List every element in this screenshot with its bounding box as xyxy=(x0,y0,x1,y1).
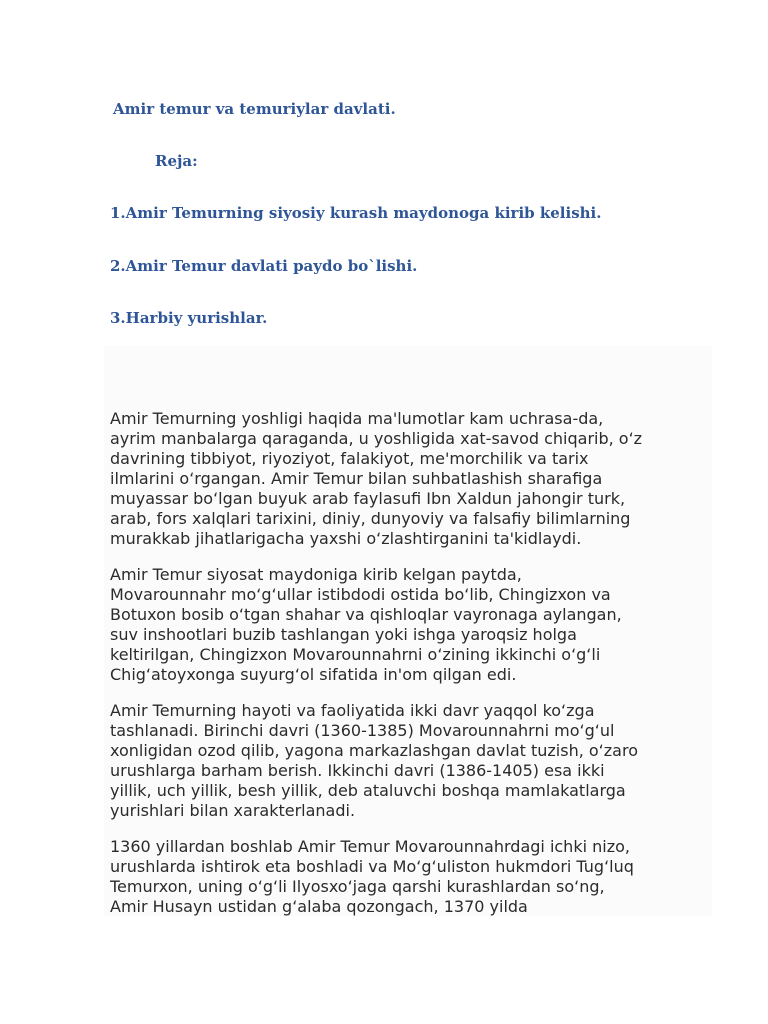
plan-item-3: 3.Harbiy yurishlar. xyxy=(110,309,268,327)
plan-item-1: 1.Amir Temurning siyosiy kurash maydonoga kirib kelishi. xyxy=(110,204,602,222)
paragraph-3: Amir Temurning hayoti va faoliyatida ikki davr yaqqol ko‘zga tashlanadi. Birinchi davri (1360-1385) Movarounnahrni mo‘g‘ul xonligidan ozod qilib, yagona markazlashgan davlat tuzish, o‘zaro urushlarga barham berish. Ikkinchi davri (1386-1405) esa ikki yillik, uch yillik, besh yillik, deb ataluvchi boshqa mamlakatlarga yurishlari bilan xarakterlanadi. xyxy=(110,701,638,820)
plan-label: Reja: xyxy=(155,152,198,170)
body-text-block xyxy=(104,346,712,916)
paragraph-1: Amir Temurning yoshligi haqida ma'lumotlar kam uchrasa-da, ayrim manbalarga qaraganda, u yoshligida xat-savod chiqarib, o‘z davrining tibbiyot, riyoziyot, falakiyot, me'morchilik va tarix ilmlarini o‘rgangan. Amir Temur bilan suhbatlashish sharafiga muyassar bo‘lgan buyuk arab faylasufi Ibn Xaldun jahongir turk, arab, fors xalqlari tarixini, diniy, dunyoviy va falsafiy bilimlarning murakkab jihatlarigacha yaxshi o‘zlashtirganini ta'kidlaydi. xyxy=(110,409,643,548)
plan-item-2: 2.Amir Temur davlati paydo bo`lishi. xyxy=(110,257,418,275)
paragraph-4: 1360 yillardan boshlab Amir Temur Movarounnahrdagi ichki nizo, urushlarda ishtirok eta boshladi va Mo‘g‘uliston hukmdori Tug‘luq Temurxon, uning o‘g‘li Ilyosxo‘jaga qarshi kurashlardan so‘ng, Amir Husayn ustidan g‘alaba qozongach, 1370 yilda xyxy=(110,837,634,916)
document-title: Amir temur va temuriylar davlati. xyxy=(113,100,396,118)
paragraph-2: Amir Temur siyosat maydoniga kirib kelgan paytda, Movarounnahr mo‘g‘ullar istibdodi ostida bo‘lib, Chingizxon va Botuxon bosib o‘tgan shahar va qishloqlar vayronaga aylangan, suv inshootlari buzib tashlangan yoki ishga yaroqsiz holga keltirilgan, Chingizxon Movarounnahrni o‘zining ikkinchi o‘g‘li Chig‘atoyxonga suyurg‘ol sifatida in'om qilgan edi. xyxy=(110,565,622,684)
